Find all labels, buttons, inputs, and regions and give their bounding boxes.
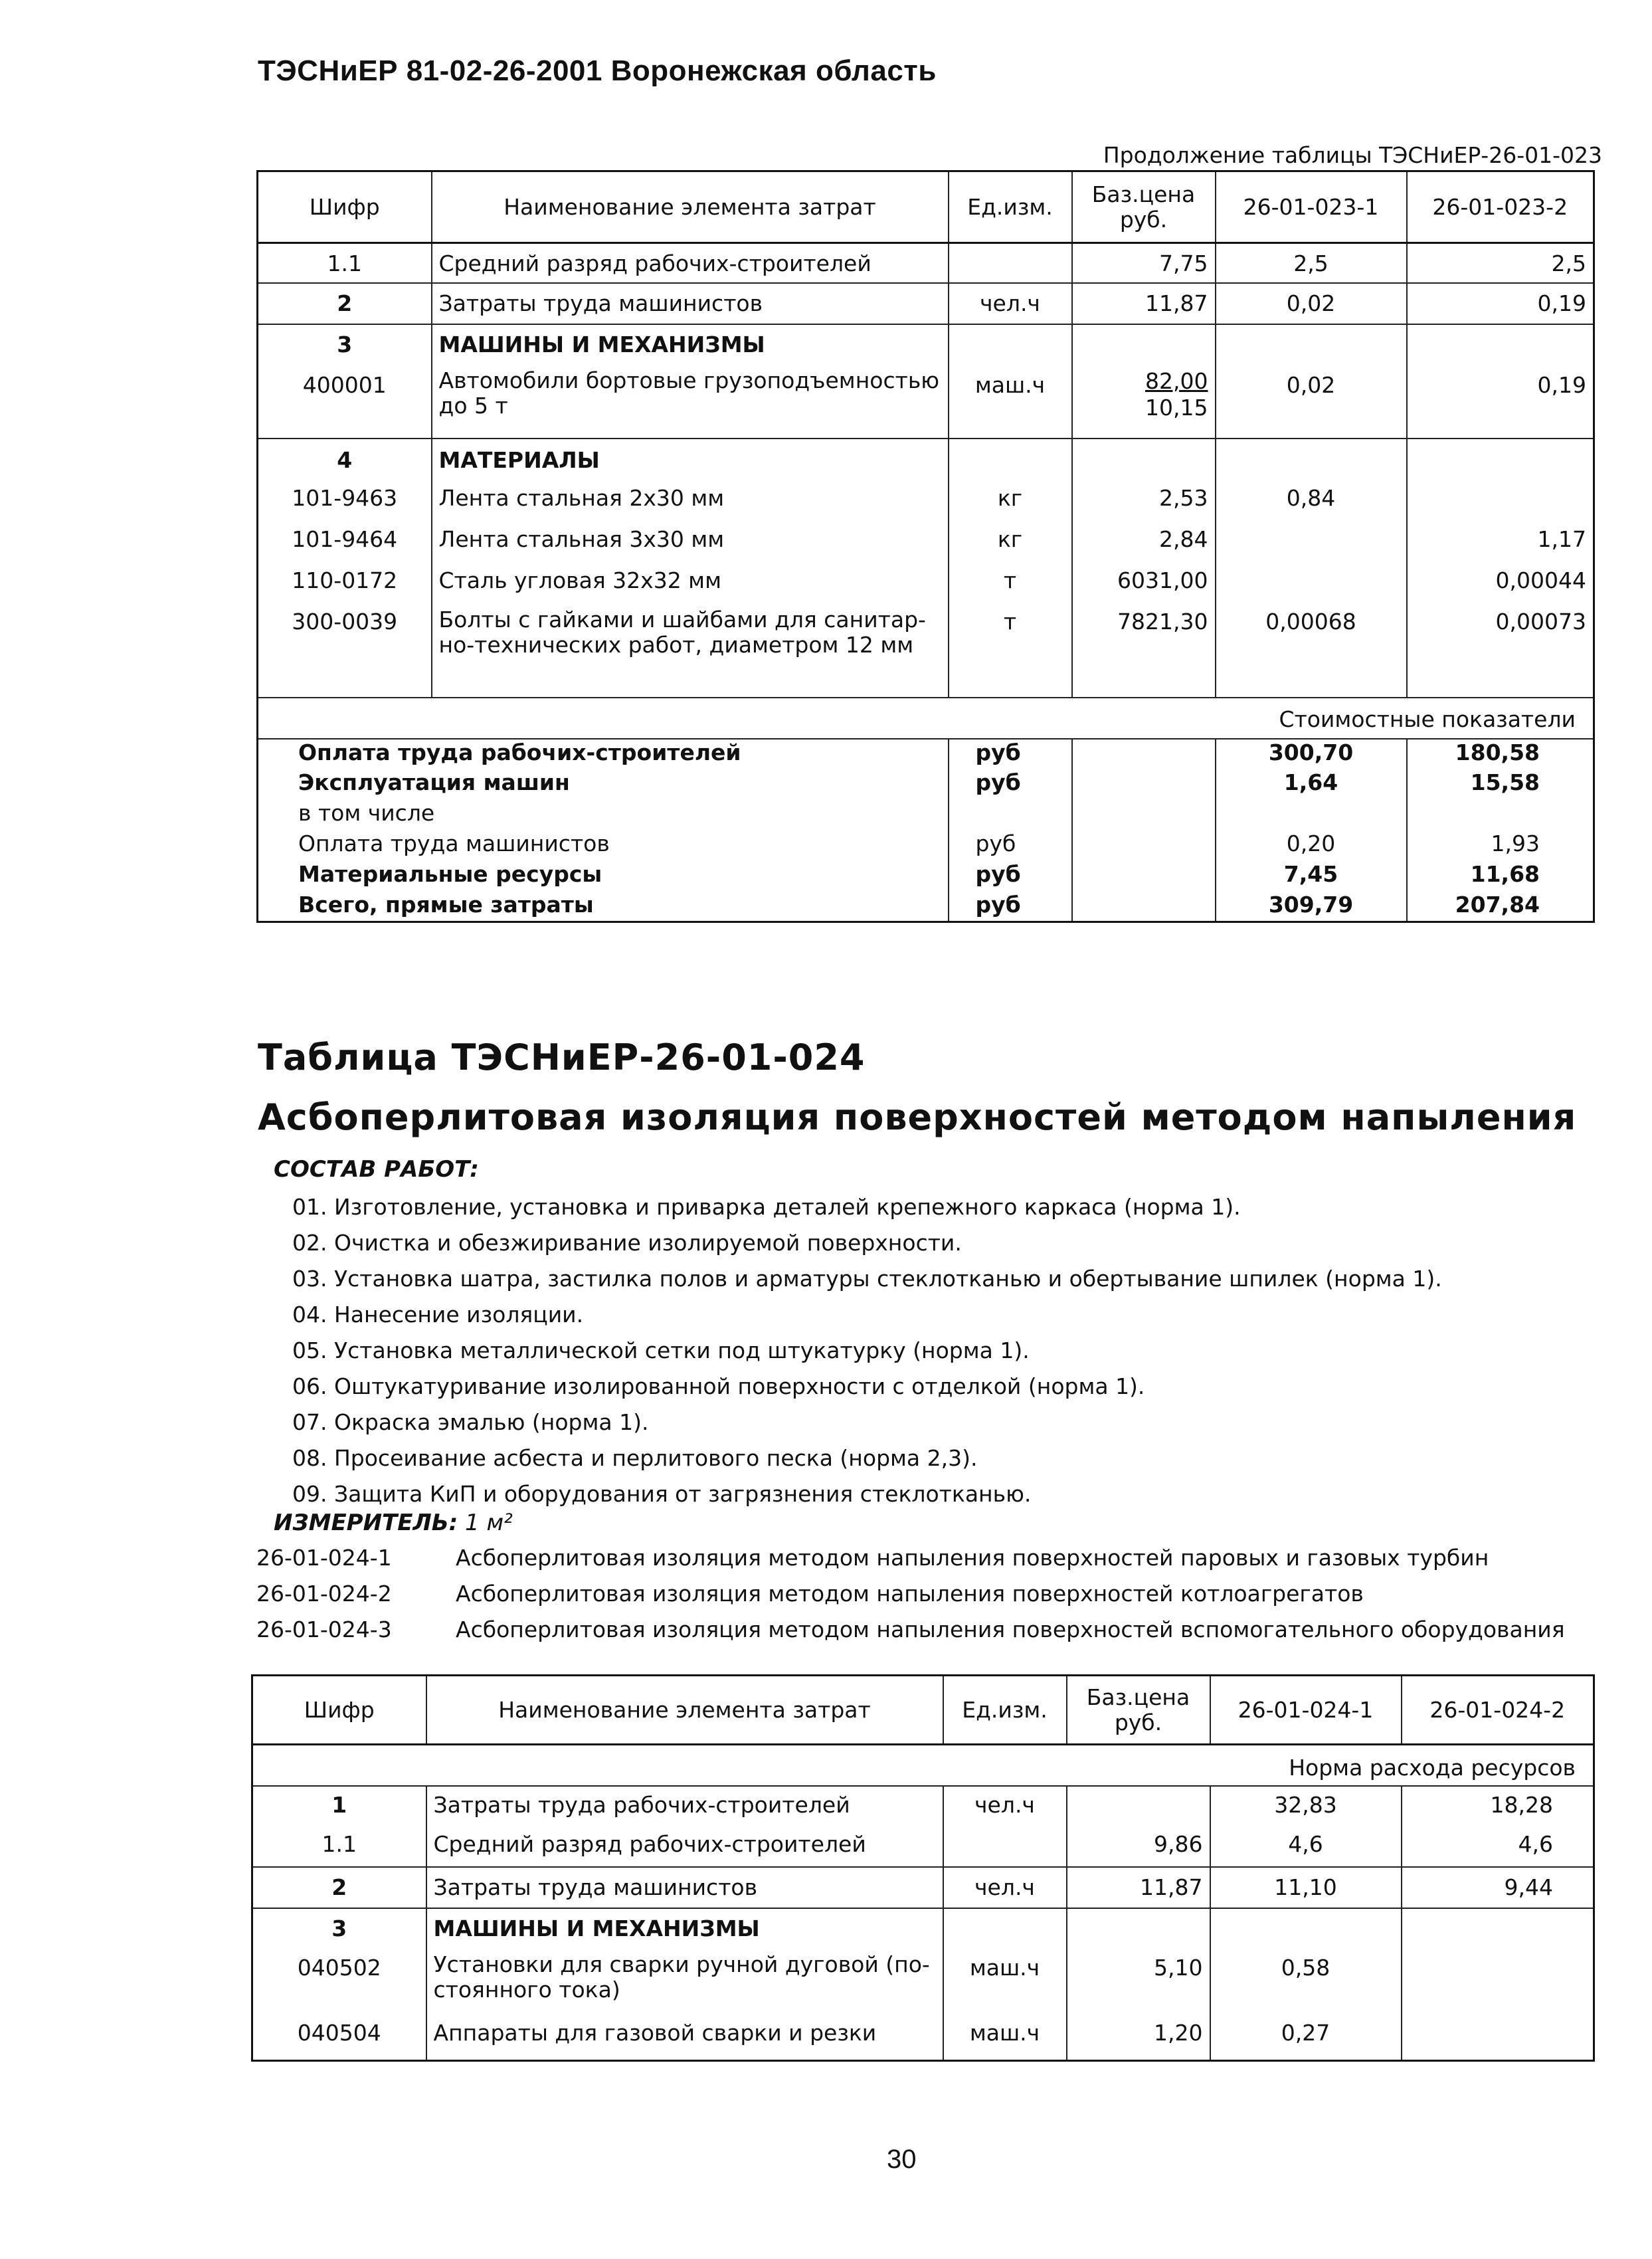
table-subtitle: Асбоперлитовая изоляция поверхностей методом напыления	[258, 1096, 1577, 1138]
works-label: СОСТАВ РАБОТ:	[274, 1156, 479, 1183]
row-unit: маш.ч	[949, 365, 1072, 439]
cost-price	[1072, 861, 1216, 892]
col-header-v1: 26-01-024-1	[1210, 1676, 1402, 1745]
col-header-unit: Ед.изм.	[943, 1676, 1067, 1745]
cost-value-2: 15,58	[1407, 769, 1594, 800]
row-value-1: 0,00068	[1216, 605, 1407, 698]
cost-value-1: 0,20	[1216, 831, 1407, 861]
list-item: 03. Установка шатра, застилка полов и арматуры стеклотканью и обертывание шпилек (норма 1).	[292, 1266, 1442, 1292]
row-code: 040502	[252, 1951, 426, 2017]
measure-value: 1 м²	[465, 1510, 513, 1536]
table-row	[258, 243, 1594, 283]
measure	[274, 1510, 513, 1536]
row-name: Средний разряд рабочих-строителей	[432, 243, 949, 283]
list-item	[256, 1576, 1565, 1612]
col-header-v2: 26-01-024-2	[1402, 1676, 1594, 1745]
col-header-v2: 26-01-023-2	[1407, 171, 1594, 243]
row-value-2: 18,28	[1402, 1786, 1594, 1826]
variants-list	[256, 1540, 1565, 1648]
cost-value-1	[1216, 800, 1407, 831]
row-name: Лента стальная 2х30 мм	[432, 481, 949, 522]
table1-header-row	[258, 171, 1594, 243]
row-value-2: 0,19	[1407, 365, 1594, 439]
row-code: 110-0172	[258, 563, 432, 605]
row-name: Автомобили бортовые грузоподъемностью до 5 т	[432, 365, 949, 439]
works-list	[292, 1189, 1442, 1512]
row-code: 101-9464	[258, 522, 432, 563]
row-value-2: 1,17	[1407, 522, 1594, 563]
row-name: МАШИНЫ И МЕХАНИЗМЫ	[432, 324, 949, 365]
row-price	[1072, 324, 1216, 365]
row-price	[1072, 439, 1216, 481]
row-unit: кг	[949, 522, 1072, 563]
cost-unit: руб	[949, 769, 1072, 800]
row-value-2: 4,6	[1402, 1826, 1594, 1867]
row-name: Сталь угловая 32х32 мм	[432, 563, 949, 605]
row-value-1: 0,58	[1210, 1951, 1402, 2017]
row-name: МАШИНЫ И МЕХАНИЗМЫ	[426, 1908, 943, 1951]
row-name: Затраты труда машинистов	[426, 1867, 943, 1908]
variant-code: 26-01-024-3	[256, 1617, 392, 1642]
col-header-price: Баз.цена руб.	[1072, 171, 1216, 243]
cost-row	[258, 892, 1594, 922]
row-value-2	[1407, 324, 1594, 365]
row-price	[1067, 1908, 1210, 1951]
cost-price	[1072, 892, 1216, 922]
row-price	[1072, 365, 1216, 439]
row-code: 3	[252, 1908, 426, 1951]
table-row	[258, 605, 1594, 698]
row-unit	[949, 324, 1072, 365]
table-row	[252, 1786, 1594, 1826]
variant-code: 26-01-024-1	[256, 1545, 392, 1571]
list-item: 04. Нанесение изоляции.	[292, 1302, 584, 1327]
row-code: 040504	[252, 2017, 426, 2061]
row-value-2: 0,00073	[1407, 605, 1594, 698]
row-unit	[949, 243, 1072, 283]
table1-caption: Продолжение таблицы ТЭСНиЕР-26-01-023	[1103, 142, 1602, 168]
row-name: Аппараты для газовой сварки и резки	[426, 2017, 943, 2061]
row-value-1: 0,02	[1216, 365, 1407, 439]
cost-unit	[949, 800, 1072, 831]
list-item: 07. Окраска эмалью (норма 1).	[292, 1409, 649, 1435]
row-value-2	[1402, 1908, 1594, 1951]
row-value-2: 2,5	[1407, 243, 1594, 283]
table2-header-row	[252, 1676, 1594, 1745]
col-header-v1: 26-01-023-1	[1216, 171, 1407, 243]
table-row	[258, 283, 1594, 324]
row-value-1	[1210, 1908, 1402, 1951]
page-number: 30	[887, 2145, 917, 2174]
row-code: 101-9463	[258, 481, 432, 522]
variant-code: 26-01-024-2	[256, 1581, 392, 1607]
row-unit: чел.ч	[949, 283, 1072, 324]
row-value-1: 2,5	[1216, 243, 1407, 283]
cost-value-1: 309,79	[1216, 892, 1407, 922]
table1	[256, 170, 1595, 923]
table-row	[258, 324, 1594, 365]
cost-row	[258, 739, 1594, 769]
cost-row	[258, 831, 1594, 861]
row-unit: маш.ч	[943, 1951, 1067, 2017]
table-row	[258, 439, 1594, 481]
cost-name: Оплата труда рабочих-строителей	[258, 739, 949, 769]
cost-caption-row	[258, 698, 1594, 739]
cost-unit: руб	[949, 861, 1072, 892]
row-name: Установки для сварки ручной дуговой (по-стоянного тока)	[426, 1951, 943, 2017]
table-title: Таблица ТЭСНиЕР-26-01-024	[258, 1036, 866, 1078]
row-price: 11,87	[1067, 1867, 1210, 1908]
cost-value-1: 300,70	[1216, 739, 1407, 769]
cost-name: Материальные ресурсы	[258, 861, 949, 892]
list-item: 08. Просеивание асбеста и перлитового песка (норма 2,3).	[292, 1445, 978, 1471]
row-name: Затраты труда машинистов	[432, 283, 949, 324]
row-value-1: 0,27	[1210, 2017, 1402, 2061]
table2	[251, 1674, 1595, 2062]
row-price-secondary: 10,15	[1145, 394, 1208, 421]
row-value-2: 0,19	[1407, 283, 1594, 324]
variant-text: Асбоперлитовая изоляция методом напыления поверхностей паровых и газовых турбин	[456, 1545, 1489, 1571]
row-value-1: 0,84	[1216, 481, 1407, 522]
row-value-1	[1216, 522, 1407, 563]
row-code: 4	[258, 439, 432, 481]
row-unit	[943, 1826, 1067, 1867]
row-unit	[943, 1908, 1067, 1951]
col-header-name: Наименование элемента затрат	[426, 1676, 943, 1745]
list-item: 01. Изготовление, установка и приварка деталей крепежного каркаса (норма 1).	[292, 1194, 1241, 1220]
row-price	[1067, 1786, 1210, 1826]
row-code: 3	[258, 324, 432, 365]
cost-unit: руб	[949, 739, 1072, 769]
cost-caption: Стоимостные показатели	[258, 698, 1594, 739]
row-price: 2,53	[1072, 481, 1216, 522]
row-value-2	[1402, 2017, 1594, 2061]
cost-unit: руб	[949, 892, 1072, 922]
page-header-title: ТЭСНиЕР 81-02-26-2001 Воронежская область	[258, 54, 937, 87]
row-code: 400001	[258, 365, 432, 439]
row-code: 1.1	[252, 1826, 426, 1867]
cost-value-2: 180,58	[1407, 739, 1594, 769]
row-unit: т	[949, 605, 1072, 698]
col-header-code: Шифр	[258, 171, 432, 243]
list-item: 02. Очистка и обезжиривание изолируемой поверхности.	[292, 1230, 962, 1256]
row-name: Болты с гайками и шайбами для санитар-но-технических работ, диаметром 12 мм	[432, 605, 949, 698]
table-row	[252, 2017, 1594, 2061]
row-value-2	[1407, 481, 1594, 522]
table-row	[252, 1951, 1594, 2017]
cost-value-1: 7,45	[1216, 861, 1407, 892]
row-price-primary: 82,00	[1145, 367, 1208, 394]
row-value-2: 9,44	[1402, 1867, 1594, 1908]
col-header-price: Баз.цена руб.	[1067, 1676, 1210, 1745]
cost-value-2: 11,68	[1407, 861, 1594, 892]
row-value-2	[1402, 1951, 1594, 2017]
row-value-2: 0,00044	[1407, 563, 1594, 605]
cost-price	[1072, 800, 1216, 831]
row-value-2	[1407, 439, 1594, 481]
row-price: 5,10	[1067, 1951, 1210, 2017]
table-row	[258, 522, 1594, 563]
table-row	[258, 481, 1594, 522]
cost-price	[1072, 769, 1216, 800]
row-value-1: 0,02	[1216, 283, 1407, 324]
row-price: 9,86	[1067, 1826, 1210, 1867]
norm-caption: Норма расхода ресурсов	[252, 1745, 1594, 1786]
row-price: 1,20	[1067, 2017, 1210, 2061]
cost-name: Всего, прямые затраты	[258, 892, 949, 922]
row-name: Средний разряд рабочих-строителей	[426, 1826, 943, 1867]
row-name: Лента стальная 3х30 мм	[432, 522, 949, 563]
row-name: Затраты труда рабочих-строителей	[426, 1786, 943, 1826]
row-unit: т	[949, 563, 1072, 605]
norm-caption-row	[252, 1745, 1594, 1786]
row-unit	[949, 439, 1072, 481]
cost-row	[258, 861, 1594, 892]
cost-value-1: 1,64	[1216, 769, 1407, 800]
row-value-1	[1216, 439, 1407, 481]
cost-name: Эксплуатация машин	[258, 769, 949, 800]
col-header-unit: Ед.изм.	[949, 171, 1072, 243]
row-price: 7,75	[1072, 243, 1216, 283]
table-row	[258, 365, 1594, 439]
row-unit: чел.ч	[943, 1867, 1067, 1908]
table-row	[258, 563, 1594, 605]
cost-name: Оплата труда машинистов	[258, 831, 949, 861]
row-code: 1	[252, 1786, 426, 1826]
cost-value-2: 207,84	[1407, 892, 1594, 922]
col-header-code: Шифр	[252, 1676, 426, 1745]
table-row	[252, 1826, 1594, 1867]
cost-value-2	[1407, 800, 1594, 831]
cost-unit: руб	[949, 831, 1072, 861]
row-value-1	[1216, 324, 1407, 365]
list-item: 06. Оштукатуривание изолированной поверхности с отделкой (норма 1).	[292, 1373, 1145, 1399]
row-name: МАТЕРИАЛЫ	[432, 439, 949, 481]
row-code: 1.1	[258, 243, 432, 283]
row-price: 2,84	[1072, 522, 1216, 563]
cost-row	[258, 800, 1594, 831]
variant-text: Асбоперлитовая изоляция методом напыления поверхностей вспомогательного оборудования	[456, 1617, 1565, 1642]
row-price: 6031,00	[1072, 563, 1216, 605]
cost-price	[1072, 739, 1216, 769]
row-price: 11,87	[1072, 283, 1216, 324]
row-value-1: 4,6	[1210, 1826, 1402, 1867]
row-price: 7821,30	[1072, 605, 1216, 698]
row-code: 2	[258, 283, 432, 324]
row-value-1: 11,10	[1210, 1867, 1402, 1908]
cost-price	[1072, 831, 1216, 861]
measure-label: ИЗМЕРИТЕЛЬ:	[274, 1510, 458, 1536]
table-row	[252, 1867, 1594, 1908]
variant-text: Асбоперлитовая изоляция методом напыления поверхностей котлоагрегатов	[456, 1581, 1364, 1607]
row-code: 2	[252, 1867, 426, 1908]
list-item: 05. Установка металлической сетки под штукатурку (норма 1).	[292, 1337, 1030, 1363]
cost-name: в том числе	[258, 800, 949, 831]
list-item	[256, 1612, 1565, 1648]
row-unit: чел.ч	[943, 1786, 1067, 1826]
list-item	[256, 1540, 1565, 1576]
cost-value-2: 1,93	[1407, 831, 1594, 861]
list-item: 09. Защита КиП и оборудования от загрязнения стеклотканью.	[292, 1481, 1032, 1507]
row-code: 300-0039	[258, 605, 432, 698]
row-unit: маш.ч	[943, 2017, 1067, 2061]
cost-row	[258, 769, 1594, 800]
row-unit: кг	[949, 481, 1072, 522]
row-value-1	[1216, 563, 1407, 605]
table-row	[252, 1908, 1594, 1951]
col-header-name: Наименование элемента затрат	[432, 171, 949, 243]
row-value-1: 32,83	[1210, 1786, 1402, 1826]
